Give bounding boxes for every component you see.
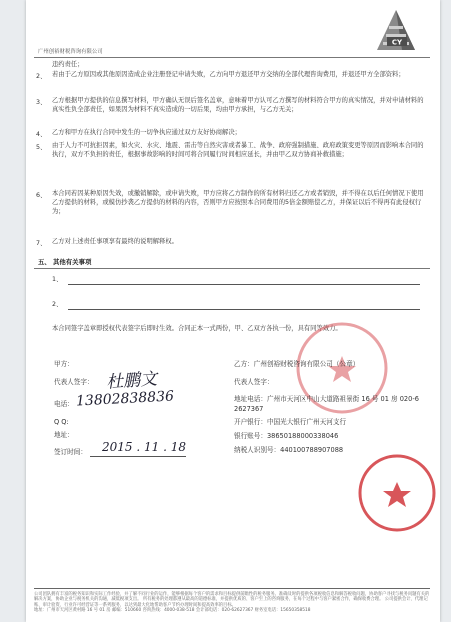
party-a-title: 甲方： bbox=[54, 360, 74, 368]
footer-body: 公司团队拥有丰富的税务知识和实际工作经验，并了解不同行业的运作，能够根据每个客户的需求和目标提供前瞻性的税务服务。准确及时的提供各项税收信息和解答税收问题，协助客户寻找与税务问题有关的解决方案，协助企业与税务机关的沟通，减低税项支出。 所有税务的处理都遵从最高的道德标准，并提供优质的、客户至上的咨询服务，在每个过程中与客户紧密合作，确保收费合理。 公司提供会计、代理记账、审计验资、行业许可经营证等一系列服务，以达到最大化地帮助客户节约办理时间和提高效率的目标。 bbox=[34, 592, 430, 608]
logo-letters: CY bbox=[391, 38, 403, 47]
blank-fill-line bbox=[68, 284, 420, 285]
clause-number: 6、 bbox=[36, 192, 47, 199]
clause-text: 本合同若因某种原因失效，或撤销解除，或申请失败，甲方应将乙方制作的所有材料归还乙方或者销毁，并不得在以后任何情况下使用乙方提供的材料，或模仿抄袭乙方提供的材料的内容，否则甲方应按照本合同费用的5倍金额赔偿乙方，并保证以后不得再有此侵权行为； bbox=[52, 190, 424, 215]
company-seal bbox=[356, 452, 438, 534]
party-a-phone-handwritten: 13802838836 bbox=[75, 388, 175, 410]
footer-divider bbox=[34, 588, 430, 589]
clause-text: 乙方根据甲方提供的信息撰写材料，甲方确认无误后签名盖章，意味着甲方认可乙方撰写的材料符合甲方的真实情况，并对申请材料的真实性负全部责任，如果因为材料不真实造成的一切后果，均由甲方承担，与乙方无关； bbox=[52, 97, 424, 113]
party-a-address-label: 地址： bbox=[54, 431, 74, 439]
clause-number: 4、 bbox=[36, 131, 47, 138]
party-a-phone-label: 电话： bbox=[54, 400, 74, 408]
clause-text: 若由于乙方原因或其他原因造成企业注册登记申请失败，乙方向甲方退还甲方交纳的全部代理咨询费用，并退还甲方全部资料； bbox=[52, 71, 405, 78]
blank-item-label: 2、 bbox=[52, 301, 63, 308]
party-a-rep-label: 代表人签字： bbox=[54, 378, 94, 386]
company-logo-icon bbox=[371, 6, 421, 54]
company-header-name: 广州创裕财税咨询有限公司 bbox=[38, 49, 103, 55]
party-b-rep-label: 代表人签字： bbox=[234, 378, 274, 386]
party-a-signature: 杜鹏文 bbox=[105, 369, 158, 393]
blank-fill-line bbox=[68, 309, 420, 310]
clause-number: 7、 bbox=[36, 240, 47, 247]
header-divider bbox=[34, 57, 430, 58]
party-a-date-label: 签订时间： bbox=[54, 448, 87, 456]
party-b-bank: 开户银行：中国光大银行广州天河支行 bbox=[234, 418, 347, 426]
document-page bbox=[26, 0, 440, 622]
party-a-date-handwritten: 2015 . 11 . 18 bbox=[102, 440, 186, 454]
party-b-address: 地址电话：广州市天河区中山大道路祖景街 16 号 01 房 020-62627367 bbox=[234, 395, 419, 413]
clause-text: 乙方和甲方在执行合同中发生的一切争执应通过双方友好协商解决； bbox=[52, 129, 241, 136]
party-b-taxid: 纳税人识别号：440100788907088 bbox=[234, 446, 344, 454]
effect-statement: 本合同签字盖章即授权代表签字后即时生效。合同正本一式两份，甲、乙双方各执一份，具有同等效力。 bbox=[52, 325, 342, 332]
footer-text bbox=[34, 592, 430, 614]
clause-text: 乙方对上述责任事项享有最终的说明解释权。 bbox=[52, 238, 178, 245]
clause-number: 3、 bbox=[36, 99, 47, 106]
clause-number: 2、 bbox=[36, 73, 47, 80]
blank-item-label: 1、 bbox=[52, 276, 63, 283]
date-underline bbox=[90, 456, 186, 457]
clause-number: 5、 bbox=[36, 144, 47, 151]
party-a-qq-label: Q Q: bbox=[54, 418, 69, 426]
party-b-account: 银行账号：38650188000338046 bbox=[234, 432, 339, 440]
clause-continued: 违约责任； bbox=[52, 61, 84, 68]
party-b-title: 乙方：广州创裕财税咨询有限公司（公章） bbox=[234, 360, 360, 368]
section-divider bbox=[34, 268, 430, 269]
footer-contact: 地址：广州市天河区黄村路 16 号 01 房 邮编：510660 咨询热线：4000-038-518 会计部电话：020-62627367 财务室电话：15650358518 bbox=[34, 608, 311, 614]
clause-text: 由于人力不可抗拒因素，如火灾、水灾、地震、雷击等自然灾害或者暴工、战争、政府强制措施、政府政策变更等原因而影响本合同的执行，双方不负担的责任，根据事故影响的时间可将合同履行时间相应延长，并由甲乙双方协商补救措施； bbox=[52, 142, 424, 158]
section-title: 五、 其他有关事项 bbox=[38, 258, 92, 266]
